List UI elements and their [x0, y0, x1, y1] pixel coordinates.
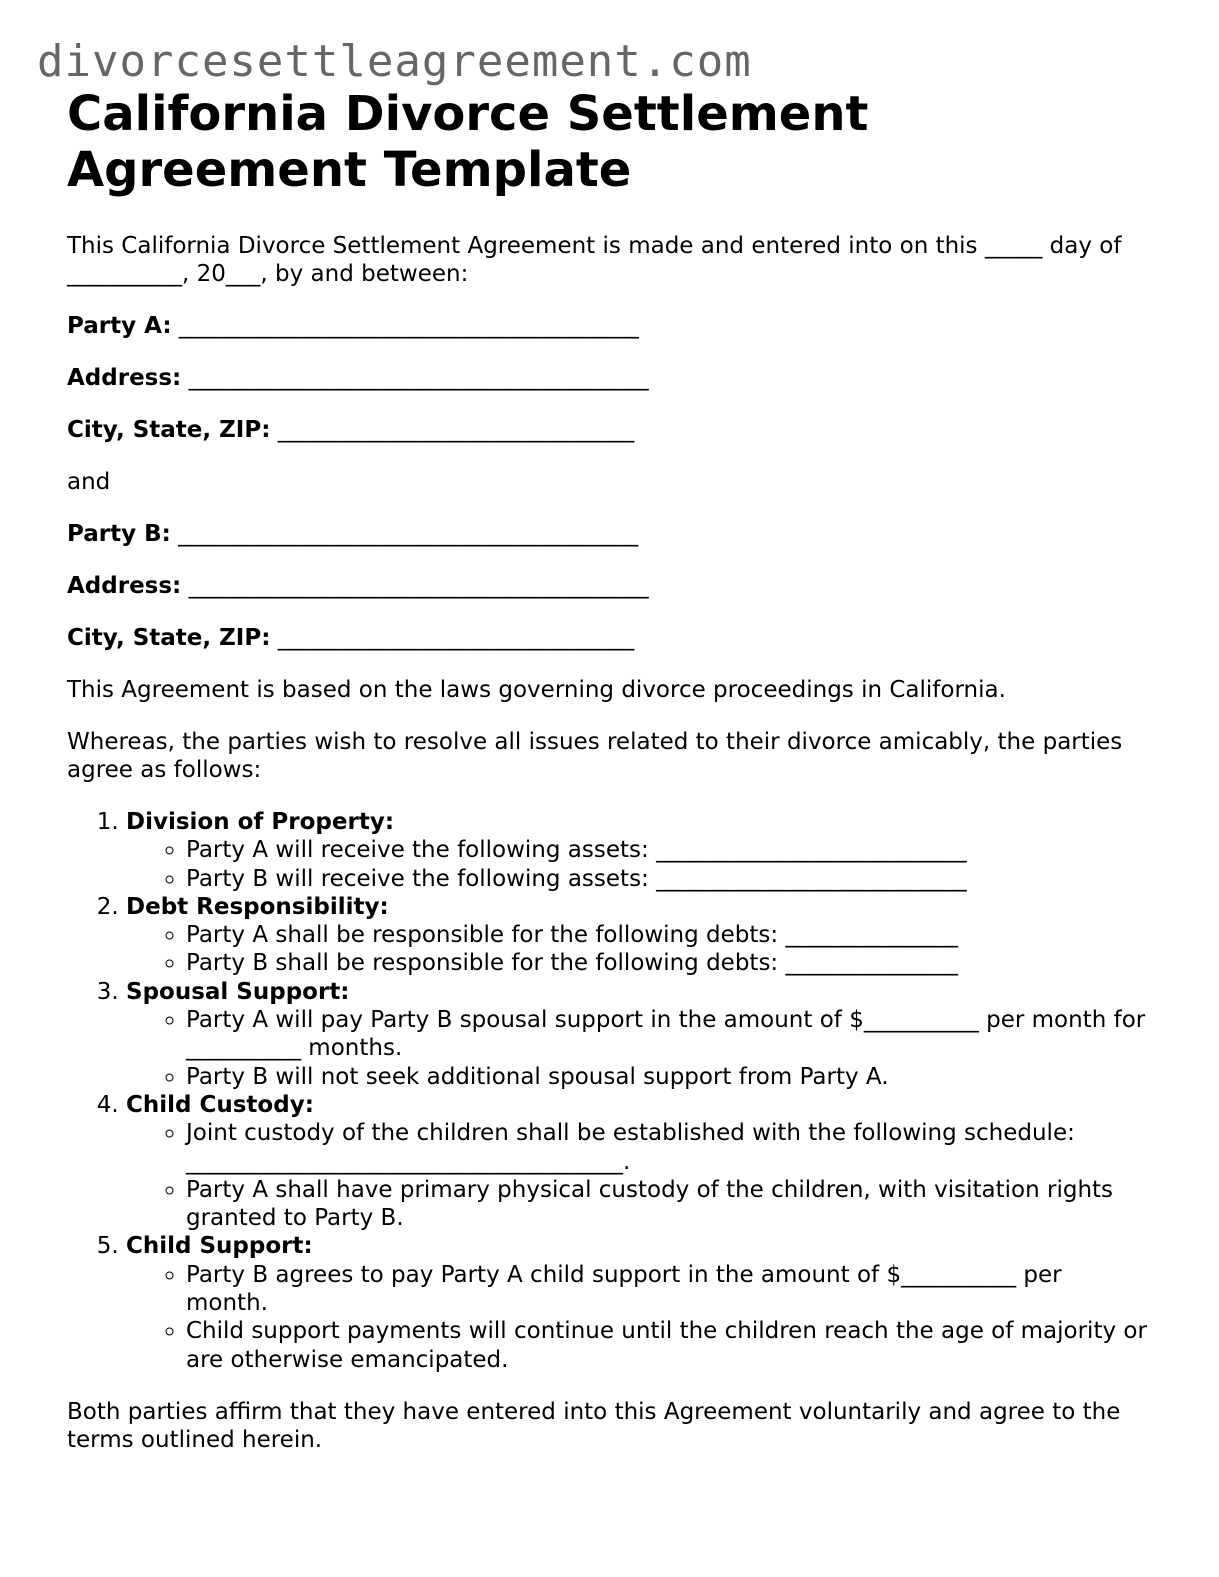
party-a-name-field	[67, 312, 1147, 340]
party-a-address-blank: ________________________________________	[188, 365, 649, 391]
section-heading: Spousal Support:	[126, 978, 350, 1005]
party-b-address-blank: ________________________________________	[188, 573, 649, 599]
basis-paragraph: This Agreement is based on the laws governing divorce proceedings in California.	[67, 677, 1006, 703]
party-b-name-field	[67, 520, 1147, 548]
party-a-city-field	[67, 416, 1147, 444]
document-page	[67, 86, 1147, 1454]
document-title: California Divorce Settlement Agreement Template	[67, 86, 869, 198]
section-items	[126, 1261, 1147, 1374]
section-child-custody	[126, 1091, 1147, 1232]
section-division-of-property	[126, 808, 1147, 893]
list-item: ◦ Party B shall be responsible for the following debts: _______________	[186, 949, 1147, 977]
section-child-support	[126, 1232, 1147, 1373]
party-a-address-field	[67, 364, 1147, 392]
party-b-name-label: Party B:	[67, 521, 171, 547]
party-b-city-label: City, State, ZIP:	[67, 625, 271, 651]
section-heading: Division of Property:	[126, 809, 395, 835]
party-a-city-blank: _______________________________	[277, 417, 635, 443]
party-a-address-label: Address:	[67, 365, 182, 391]
list-item: ◦ Party A shall have primary physical custody of the children, with visitation rights granted to Party B.	[186, 1176, 1147, 1233]
party-b-address-label: Address:	[67, 573, 182, 599]
list-item: ◦ Party A will pay Party B spousal support in the amount of $__________ per month for __________ months.	[186, 1006, 1147, 1063]
section-items	[126, 1006, 1147, 1091]
list-item: ◦ Party B will not seek additional spousal support from Party A.	[186, 1063, 1147, 1091]
list-item: ◦ Party A shall be responsible for the following debts: _______________	[186, 921, 1147, 949]
closing-paragraph: Both parties affirm that they have entered into this Agreement voluntarily and agree to the terms outlined herein.	[67, 1398, 1121, 1453]
list-item: ◦ Party B will receive the following assets: ___________________________	[186, 865, 1147, 893]
list-item: ◦ Joint custody of the children shall be established with the following schedule: ______________________________________.	[186, 1119, 1147, 1176]
list-item: ◦ Party B agrees to pay Party A child support in the amount of $__________ per month.	[186, 1261, 1147, 1318]
section-spousal-support	[126, 978, 1147, 1091]
section-items	[126, 1119, 1147, 1232]
section-heading: Debt Responsibility:	[126, 893, 389, 920]
party-b-name-blank: ________________________________________	[178, 521, 639, 547]
list-item: ◦ Party A will receive the following assets: ___________________________	[186, 836, 1147, 864]
whereas-paragraph: Whereas, the parties wish to resolve all issues related to their divorce amicably, the parties agree as follows:	[67, 729, 1123, 783]
list-item: ◦ Child support payments will continue until the children reach the age of majority or are otherwise emancipated.	[186, 1317, 1147, 1374]
intro-paragraph: This California Divorce Settlement Agreement is made and entered into on this _____ day of __________, 20___, by and between:	[67, 233, 1122, 287]
party-a-city-label: City, State, ZIP:	[67, 417, 271, 443]
terms-list	[67, 808, 1147, 1374]
party-a-name-blank: ________________________________________	[178, 313, 639, 339]
section-items	[126, 836, 1147, 893]
section-heading: Child Support:	[126, 1233, 313, 1260]
party-b-address-field	[67, 572, 1147, 600]
site-watermark: divorcesettleagreement.com	[37, 36, 752, 87]
section-items	[126, 921, 1147, 978]
and-text: and	[67, 469, 111, 495]
party-b-city-field	[67, 624, 1147, 652]
section-heading: Child Custody:	[126, 1091, 314, 1118]
section-debt-responsibility	[126, 893, 1147, 978]
party-b-city-blank: _______________________________	[277, 625, 635, 651]
party-a-name-label: Party A:	[67, 313, 172, 339]
